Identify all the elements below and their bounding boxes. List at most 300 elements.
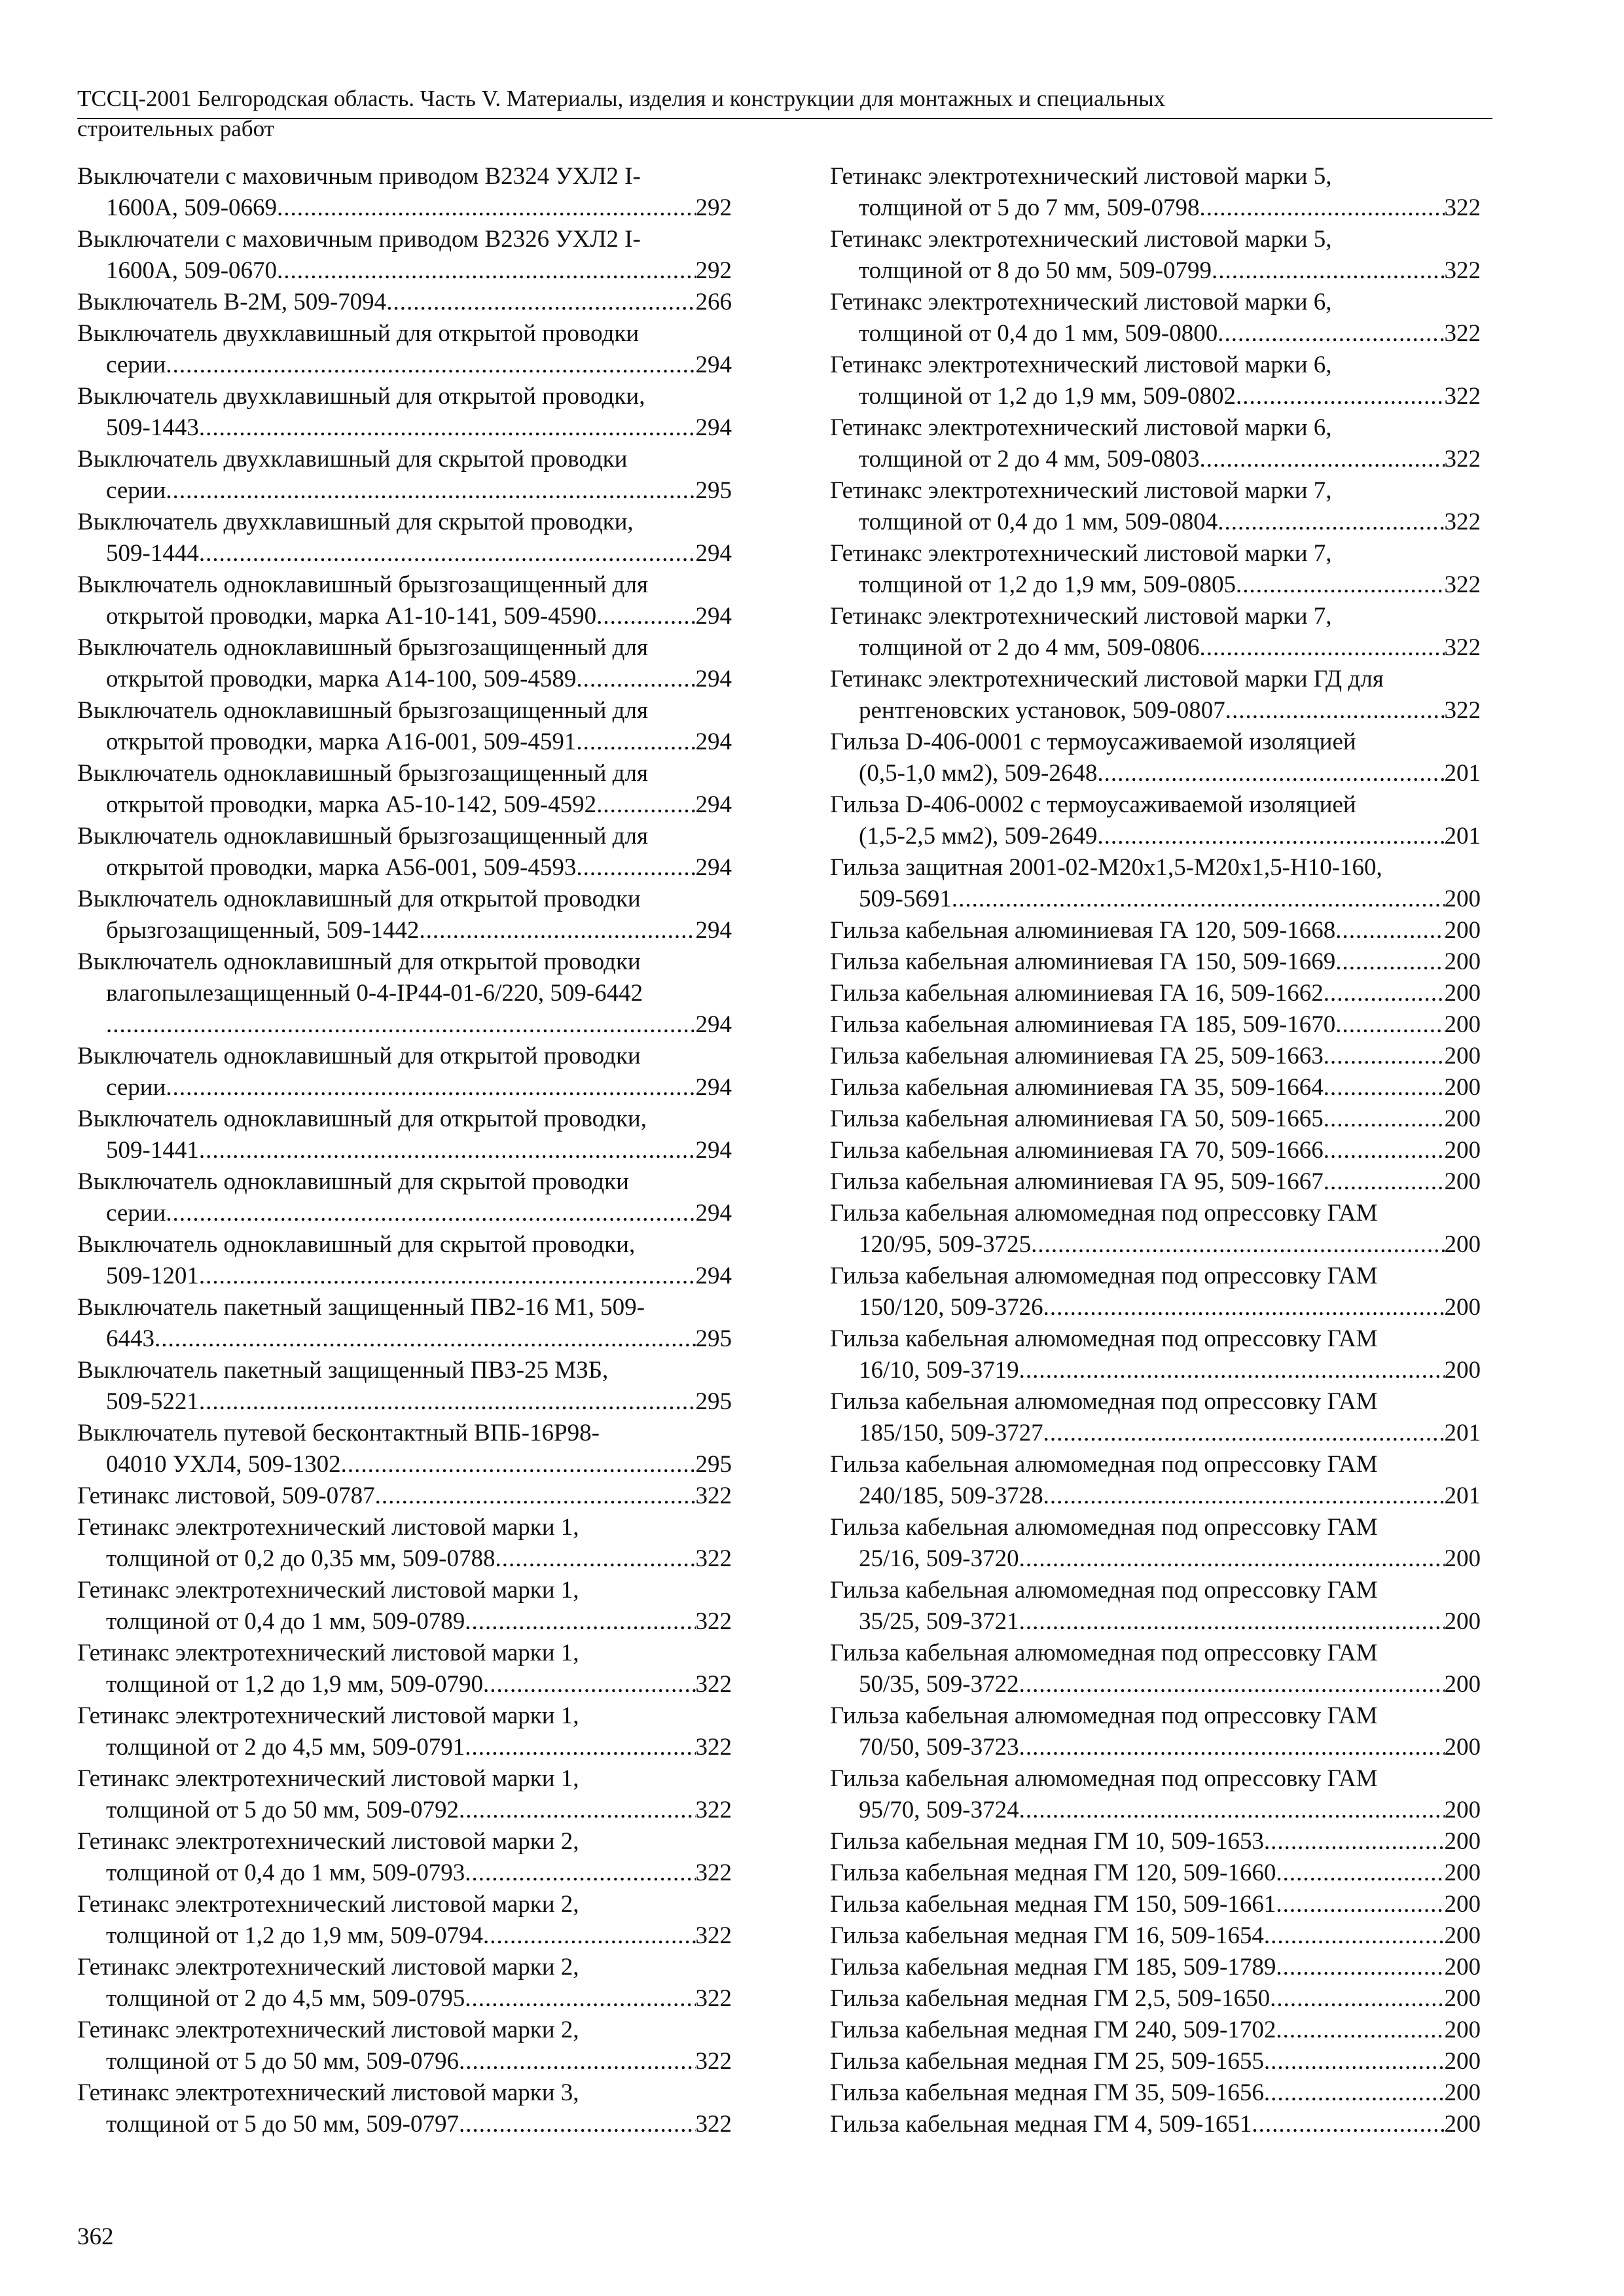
dot-leader (576, 726, 695, 758)
index-entry-page: 322 (1444, 257, 1481, 284)
index-entry (830, 664, 1481, 726)
index-entry-page: 295 (695, 1325, 732, 1352)
index-entry-page: 292 (695, 194, 732, 221)
index-entry-page: 200 (1444, 1137, 1481, 1164)
index-entry-page: 322 (1444, 194, 1481, 221)
index-entry-page: 322 (695, 2048, 732, 2075)
index-entry-text: Выключатель одноклавишный брызгозащищенный для (77, 571, 648, 598)
dot-leader (199, 538, 696, 569)
index-entry-text: толщиной от 0,4 до 1 мм, 509-0800 (859, 320, 1218, 347)
index-entry (77, 1826, 732, 1889)
index-entry (77, 758, 732, 821)
index-entry (830, 852, 1481, 915)
dot-leader (1225, 695, 1445, 726)
index-entry (830, 350, 1481, 412)
index-entry-text: влагопылезащищенный 0-4-IP44-01-6/220, 509-6442 (106, 980, 643, 1007)
index-entry-text: Гильза кабельная алюмомедная под опрессовку ГАМ (830, 1388, 1378, 1415)
index-entry (77, 1418, 732, 1480)
index-entry-page: 200 (1444, 948, 1481, 975)
index-entry-page: 295 (695, 477, 732, 504)
dot-leader (576, 664, 695, 695)
index-entry (77, 884, 732, 946)
dot-leader (166, 350, 695, 381)
index-entry-text: открытой проводки, марка А56-001, 509-4593 (106, 854, 577, 881)
running-header (77, 84, 1492, 144)
index-entry-page: 294 (695, 1011, 732, 1038)
index-entry-page: 294 (695, 854, 732, 881)
index-entry-text: Гильза кабельная алюминиевая ГА 25, 509-1663 (830, 1043, 1324, 1069)
index-entry-text: Гетинакс электротехнический листовой марки ГД для (830, 666, 1384, 692)
dot-leader (386, 287, 695, 318)
index-entry-text: Выключатель пакетный защищенный ПВ2-16 М1, 509- (77, 1294, 645, 1321)
index-entry-text: Гильза кабельная алюминиевая ГА 35, 509-1664 (830, 1074, 1324, 1101)
index-entry-text: Выключатель одноклавишный для открытой проводки (77, 948, 641, 975)
index-entry-page: 294 (695, 666, 732, 692)
index-entry (77, 1889, 732, 1952)
dot-leader (459, 1795, 696, 1826)
index-entry-text: толщиной от 1,2 до 1,9 мм, 509-0805 (859, 571, 1236, 598)
index-entry-text: 16/10, 509-3719 (859, 1357, 1019, 1384)
index-entry-text: серии (106, 1074, 166, 1101)
dot-leader (1264, 2077, 1445, 2109)
index-entry-page: 294 (695, 603, 732, 630)
dot-leader (483, 1920, 696, 1952)
index-entry-page: 322 (695, 1671, 732, 1698)
index-entry-page: 200 (1444, 1074, 1481, 1101)
index-entry-page: 294 (695, 1137, 732, 1164)
index-entry-text: Гильза кабельная алюмомедная под опрессовку ГАМ (830, 1325, 1378, 1352)
dot-leader (1212, 255, 1445, 287)
index-entry-page: 200 (1444, 1985, 1481, 2012)
index-entry-text: Гетинакс электротехнический листовой марки 7, (830, 603, 1332, 630)
index-entry-page: 200 (1444, 1231, 1481, 1258)
dot-leader (465, 1732, 695, 1763)
index-entry-text: 04010 УХЛ4, 509-1302 (106, 1451, 341, 1478)
index-entry-page: 200 (1444, 2079, 1481, 2106)
dot-leader (1199, 444, 1444, 475)
index-entry-text: толщиной от 5 до 50 мм, 509-0796 (106, 2048, 459, 2075)
index-entry-page: 322 (695, 1734, 732, 1761)
index-entry-text: Выключатель одноклавишный для открытой проводки (77, 1043, 641, 1069)
index-entry-text: Гильза кабельная алюминиевая ГА 16, 509-1662 (830, 980, 1324, 1007)
index-entry (77, 1512, 732, 1575)
dot-leader (1097, 758, 1444, 789)
index-entry-page: 322 (695, 1482, 732, 1509)
index-entry-text: Выключатель двухклавишный для открытой проводки (77, 320, 640, 347)
index-entry-text: Гильза кабельная алюмомедная под опрессовку ГАМ (830, 1702, 1378, 1729)
index-entry-text: 1600А, 509-0670 (106, 257, 278, 284)
index-entry (830, 2077, 1481, 2109)
index-entry-text: Гильза кабельная медная ГМ 240, 509-1702 (830, 2017, 1276, 2043)
index-entry-text: Гильза кабельная алюминиевая ГА 50, 509-1665 (830, 1105, 1324, 1132)
index-entry (830, 1009, 1481, 1041)
index-entry-text: Гетинакс листовой, 509-0787 (77, 1482, 375, 1509)
index-entry (830, 1826, 1481, 1857)
index-entry-text: Выключатели с маховичным приводом В2324 УХЛ2 I- (77, 163, 641, 190)
dot-leader (1199, 192, 1444, 224)
index-entry-page: 294 (695, 1074, 732, 1101)
index-entry-page: 295 (695, 1451, 732, 1478)
index-entry-text: Гильза кабельная медная ГМ 35, 509-1656 (830, 2079, 1264, 2106)
index-entry (830, 1135, 1481, 1166)
dot-leader (419, 915, 695, 946)
dot-leader (166, 1198, 695, 1229)
index-entry-text: Гильза кабельная алюминиевая ГА 185, 509-1670 (830, 1011, 1336, 1038)
index-entry-text: Гильза кабельная алюмомедная под опрессовку ГАМ (830, 1514, 1378, 1541)
dot-leader (1252, 2109, 1444, 2140)
index-entry (77, 946, 732, 1041)
index-entry (830, 2109, 1481, 2140)
index-entry-text: толщиной от 0,2 до 0,35 мм, 509-0788 (106, 1545, 496, 1572)
index-entry (77, 318, 732, 381)
page-number: 362 (77, 2223, 114, 2250)
header-title-line-2: строительных работ (77, 116, 274, 141)
index-entry-text: 509-1441 (106, 1137, 199, 1164)
index-entry (830, 1449, 1481, 1512)
index-entry-text: Выключатель двухклавишный для скрытой проводки, (77, 509, 634, 535)
index-entry-page: 200 (1444, 1294, 1481, 1321)
index-entry-page: 200 (1444, 2111, 1481, 2138)
index-entry-text: Гильза защитная 2001-02-М20х1,5-М20х1,5-Н10-160, (830, 854, 1382, 881)
index-entry-page: 322 (1444, 697, 1481, 724)
index-entry-text: Гетинакс электротехнический листовой марки 2, (77, 1954, 579, 1981)
index-entry-page: 200 (1444, 1954, 1481, 1981)
index-entry-text: 95/70, 509-3724 (859, 1797, 1019, 1823)
dot-leader (1218, 507, 1444, 538)
index-entry-text: Выключатель одноклавишный для открытой проводки, (77, 1105, 647, 1132)
index-entry (830, 1103, 1481, 1135)
index-entry-text: Гетинакс электротехнический листовой марки 7, (830, 477, 1332, 504)
dot-leader (1019, 1669, 1445, 1700)
index-entry-page: 200 (1444, 1828, 1481, 1855)
dot-leader (1276, 1889, 1444, 1920)
index-entry (830, 1920, 1481, 1952)
index-entry-page: 200 (1444, 1891, 1481, 1918)
index-entry-page: 200 (1444, 1734, 1481, 1761)
index-entry-text: Гильза кабельная медная ГМ 4, 509-1651 (830, 2111, 1252, 2138)
index-entry (830, 915, 1481, 946)
index-entry-text: Гильза кабельная алюмомедная под опрессовку ГАМ (830, 1640, 1378, 1666)
index-entry (77, 2015, 732, 2077)
index-entry-page: 322 (695, 1545, 732, 1572)
index-entry-text: Гильза кабельная медная ГМ 25, 509-1655 (830, 2048, 1264, 2075)
dot-leader (1218, 318, 1444, 350)
dot-leader (1276, 1857, 1444, 1889)
dot-leader (596, 789, 695, 821)
index-entry-text: Гетинакс электротехнический листовой марки 1, (77, 1514, 579, 1541)
index-entry (77, 507, 732, 569)
dot-leader (1324, 978, 1445, 1009)
index-entry (830, 1983, 1481, 2015)
index-entry-page: 294 (695, 351, 732, 378)
index-entry-text: Выключатель одноклавишный брызгозащищенный для (77, 697, 648, 724)
index-entry-page: 294 (695, 728, 732, 755)
index-entry (77, 1355, 732, 1418)
index-entry-text: Гетинакс электротехнический листовой марки 2, (77, 1891, 579, 1918)
index-entry-text: 509-1444 (106, 540, 199, 567)
index-entry-text: Гетинакс электротехнический листовой марки 2, (77, 2017, 579, 2043)
index-entry-text: Гетинакс электротехнический листовой марки 3, (77, 2079, 579, 2106)
index-entry-page: 322 (1444, 446, 1481, 473)
dot-leader (199, 1135, 696, 1166)
index-entry-page: 201 (1444, 760, 1481, 787)
index-entry (77, 1952, 732, 2015)
index-entry-page: 201 (1444, 823, 1481, 850)
index-entry-text: открытой проводки, марка А5-10-142, 509-4592 (106, 791, 597, 818)
index-entry-text: Выключатель одноклавишный для скрытой проводки (77, 1168, 629, 1195)
index-entry-text: толщиной от 1,2 до 1,9 мм, 509-0802 (859, 383, 1236, 410)
index-entry (77, 1166, 732, 1229)
dot-leader (465, 1606, 695, 1638)
index-entry-page: 294 (695, 540, 732, 567)
index-entry-text: серии (106, 477, 166, 504)
index-entry (830, 1386, 1481, 1449)
index-entry-text: Гильза кабельная алюминиевая ГА 120, 509-1668 (830, 917, 1336, 944)
index-entry-text: Выключатель одноклавишный для скрытой проводки, (77, 1231, 636, 1258)
index-entry (77, 821, 732, 884)
index-entry-text: толщиной от 0,4 до 1 мм, 509-0793 (106, 1859, 465, 1886)
dot-leader (375, 1480, 696, 1512)
index-entry-text: Гильза кабельная алюмомедная под опрессовку ГАМ (830, 1577, 1378, 1604)
index-entry-text: Выключатель путевой бесконтактный ВПБ-16Р98- (77, 1420, 600, 1446)
index-entry (830, 1041, 1481, 1072)
dot-leader (199, 1386, 696, 1418)
index-entry-text: толщиной от 1,2 до 1,9 мм, 509-0790 (106, 1671, 483, 1698)
dot-leader (1043, 1418, 1445, 1449)
index-entry (77, 1480, 732, 1512)
index-entry-text: открытой проводки, марка А1-10-141, 509-4590 (106, 603, 597, 630)
index-entry (830, 1857, 1481, 1889)
index-entry-text: толщиной от 0,4 до 1 мм, 509-0789 (106, 1608, 465, 1635)
index-entry-text: Гильза кабельная медная ГМ 10, 509-1653 (830, 1828, 1264, 1855)
index-entry-text: Гетинакс электротехнический листовой марки 1, (77, 1702, 579, 1729)
index-column-left (77, 161, 732, 2140)
index-entry (830, 1198, 1481, 1261)
index-entry-page: 201 (1444, 1482, 1481, 1509)
index-entry (77, 161, 732, 224)
index-entry-page: 322 (695, 1608, 732, 1635)
index-entry-text: толщиной от 8 до 50 мм, 509-0799 (859, 257, 1212, 284)
dot-leader (465, 1983, 695, 2015)
index-entry-text: 509-5221 (106, 1388, 199, 1415)
index-entry-text: толщиной от 1,2 до 1,9 мм, 509-0794 (106, 1922, 483, 1949)
index-entry-page: 200 (1444, 1043, 1481, 1069)
index-entry-text: серии (106, 351, 166, 378)
index-entry (77, 287, 732, 318)
index-entry-page: 200 (1444, 1797, 1481, 1823)
index-entry-text: Гильза D-406-0001 с термоусаживаемой изоляцией (830, 728, 1356, 755)
index-entry-text: толщиной от 5 до 7 мм, 509-0798 (859, 194, 1200, 221)
index-entry (77, 632, 732, 695)
index-entry-text: Выключатель одноклавишный брызгозащищенный для (77, 634, 648, 661)
index-entry-text: Гетинакс электротехнический листовой марки 1, (77, 1765, 579, 1792)
dot-leader (1335, 915, 1444, 946)
index-entry-page: 201 (1444, 1420, 1481, 1446)
index-entry-text: Гетинакс электротехнический листовой марки 5, (830, 163, 1332, 190)
index-entry-page: 200 (1444, 1105, 1481, 1132)
index-entry-text: Гетинакс электротехнический листовой марки 6, (830, 289, 1332, 315)
index-entry (77, 1700, 732, 1763)
index-entry-page: 322 (1444, 383, 1481, 410)
dot-leader (199, 412, 696, 444)
index-entry-text: рентгеновских установок, 509-0807 (859, 697, 1225, 724)
index-entry (77, 224, 732, 287)
index-entry-text: Гильза кабельная алюминиевая ГА 95, 509-1667 (830, 1168, 1324, 1195)
index-entry-text: толщиной от 2 до 4 мм, 509-0806 (859, 634, 1200, 661)
index-entry-text: Гильза кабельная алюминиевая ГА 150, 509-1669 (830, 948, 1336, 975)
index-entry-text: Гильза кабельная медная ГМ 150, 509-1661 (830, 1891, 1276, 1918)
dot-leader (1324, 1103, 1445, 1135)
dot-leader (1264, 1920, 1445, 1952)
index-entry-page: 294 (695, 791, 732, 818)
dot-leader (1236, 381, 1445, 412)
index-entry-text: 509-1443 (106, 414, 199, 441)
header-rule (77, 118, 1492, 119)
index-entry (830, 601, 1481, 664)
index-entry-page: 200 (1444, 917, 1481, 944)
index-entry-text: 509-1201 (106, 1263, 199, 1289)
dot-leader (166, 475, 695, 507)
dot-leader (1236, 569, 1445, 601)
dot-leader (483, 1669, 696, 1700)
index-entry-text: Выключатель двухклавишный для открытой проводки, (77, 383, 645, 410)
index-entry-text: 50/35, 509-3722 (859, 1671, 1019, 1698)
index-entry-text: Выключатель В-2М, 509-7094 (77, 289, 387, 315)
dot-leader (1019, 1355, 1445, 1386)
index-entry (830, 161, 1481, 224)
dot-leader (495, 1543, 695, 1575)
index-entry-page: 292 (695, 257, 732, 284)
index-entry-text: толщиной от 2 до 4,5 мм, 509-0791 (106, 1734, 465, 1761)
index-entry-text: открытой проводки, марка А14-100, 509-4589 (106, 666, 577, 692)
index-entry (830, 538, 1481, 601)
index-entry (830, 1323, 1481, 1386)
index-entry (830, 2046, 1481, 2077)
dot-leader (1043, 1480, 1445, 1512)
index-entry-page: 200 (1444, 2017, 1481, 2043)
index-entry-text: Гильза кабельная алюмомедная под опрессовку ГАМ (830, 1263, 1378, 1289)
dot-leader (1335, 946, 1444, 978)
index-entry-text: 25/16, 509-3720 (859, 1545, 1019, 1572)
index-entry-text: Выключатель одноклавишный брызгозащищенный для (77, 760, 648, 787)
index-entry-page: 266 (695, 289, 732, 315)
index-entry-page: 294 (695, 1200, 732, 1227)
index-entry-page: 200 (1444, 1922, 1481, 1949)
dot-leader (166, 1072, 695, 1103)
dot-leader (1324, 1072, 1445, 1103)
dot-leader (1270, 1983, 1444, 2015)
dot-leader (154, 1323, 696, 1355)
index-entry-page: 322 (695, 1922, 732, 1949)
index-entry (77, 1229, 732, 1292)
dot-leader (1199, 632, 1444, 664)
index-entry (830, 1166, 1481, 1198)
index-entry (830, 1638, 1481, 1700)
index-entry-text: Выключатель пакетный защищенный ПВЗ-25 МЗБ, (77, 1357, 609, 1384)
index-entry (77, 1103, 732, 1166)
dot-leader (1335, 1009, 1444, 1041)
index-entry-text: 70/50, 509-3723 (859, 1734, 1019, 1761)
index-entry (830, 789, 1481, 852)
index-entry-page: 200 (1444, 1608, 1481, 1635)
index-entry (77, 569, 732, 632)
index-entry-text: 35/25, 509-3721 (859, 1608, 1019, 1635)
index-entry-page: 200 (1444, 1168, 1481, 1195)
index-entry (77, 1763, 732, 1826)
dot-leader (459, 2046, 696, 2077)
index-entry-text: 120/95, 509-3725 (859, 1231, 1032, 1258)
dot-leader (952, 884, 1445, 915)
index-entry-page: 294 (695, 917, 732, 944)
dot-leader (1031, 1229, 1444, 1261)
index-entry-text: Гильза кабельная алюмомедная под опрессовку ГАМ (830, 1200, 1378, 1227)
dot-leader (341, 1449, 696, 1480)
index-entry-text: Гильза D-406-0002 с термоусаживаемой изоляцией (830, 791, 1356, 818)
dot-leader (1019, 1543, 1445, 1575)
index-entry (830, 475, 1481, 538)
index-entry-page: 200 (1444, 886, 1481, 912)
index-entry-page: 322 (695, 1797, 732, 1823)
index-entry-text: Выключатель одноклавишный для открытой проводки (77, 886, 641, 912)
dot-leader (596, 601, 695, 632)
index-entry-text: 185/150, 509-3727 (859, 1420, 1043, 1446)
index-entry-text: толщиной от 2 до 4 мм, 509-0803 (859, 446, 1200, 473)
dot-leader (199, 1261, 696, 1292)
index-entry (830, 1952, 1481, 1983)
index-entry-text: 1600А, 509-0669 (106, 194, 278, 221)
index-entry-text: 150/120, 509-3726 (859, 1294, 1043, 1321)
index-entry (830, 1700, 1481, 1763)
index-entry-page: 200 (1444, 1671, 1481, 1698)
dot-leader (459, 2109, 696, 2140)
dot-leader (1019, 1732, 1445, 1763)
index-column-right (830, 161, 1481, 2140)
dot-leader (277, 255, 695, 287)
index-entry-text: Гильза кабельная медная ГМ 2,5, 509-1650 (830, 1985, 1271, 2012)
index-entry-text: толщиной от 5 до 50 мм, 509-0792 (106, 1797, 459, 1823)
index-entry-text: Выключатель двухклавишный для скрытой проводки (77, 446, 628, 473)
dot-leader (1276, 2015, 1444, 2046)
index-entry-text: 509-5691 (859, 886, 952, 912)
index-entry (77, 1292, 732, 1355)
index-entry (830, 1072, 1481, 1103)
index-entry (830, 978, 1481, 1009)
index-entry-text: Выключатель одноклавишный брызгозащищенный для (77, 823, 648, 850)
dot-leader (1019, 1795, 1445, 1826)
index-entry-page: 200 (1444, 1011, 1481, 1038)
index-entry (77, 444, 732, 507)
dot-leader (1264, 1826, 1445, 1857)
index-entry-text: Гильза кабельная медная ГМ 185, 509-1789 (830, 1954, 1276, 1981)
index-entry-text: Гетинакс электротехнический листовой марки 6, (830, 351, 1332, 378)
index-entry-page: 322 (695, 1859, 732, 1886)
index-entry (830, 287, 1481, 350)
dot-leader (1276, 1952, 1444, 1983)
index-entry (77, 695, 732, 758)
dot-leader (1324, 1135, 1445, 1166)
index-entry-text: Гетинакс электротехнический листовой марки 1, (77, 1577, 579, 1604)
index-entry-text: (0,5-1,0 мм2), 509-2648 (859, 760, 1098, 787)
index-entry (77, 1041, 732, 1103)
index-entry-text: Выключатели с маховичным приводом В2326 УХЛ2 I- (77, 226, 641, 253)
index-entry-text: Гильза кабельная медная ГМ 16, 509-1654 (830, 1922, 1264, 1949)
index-entry-page: 322 (1444, 509, 1481, 535)
index-entry (830, 2015, 1481, 2046)
index-entry-page: 322 (1444, 571, 1481, 598)
index-entry-page: 294 (695, 1263, 732, 1289)
index-entry (77, 1638, 732, 1700)
index-entry (830, 1512, 1481, 1575)
